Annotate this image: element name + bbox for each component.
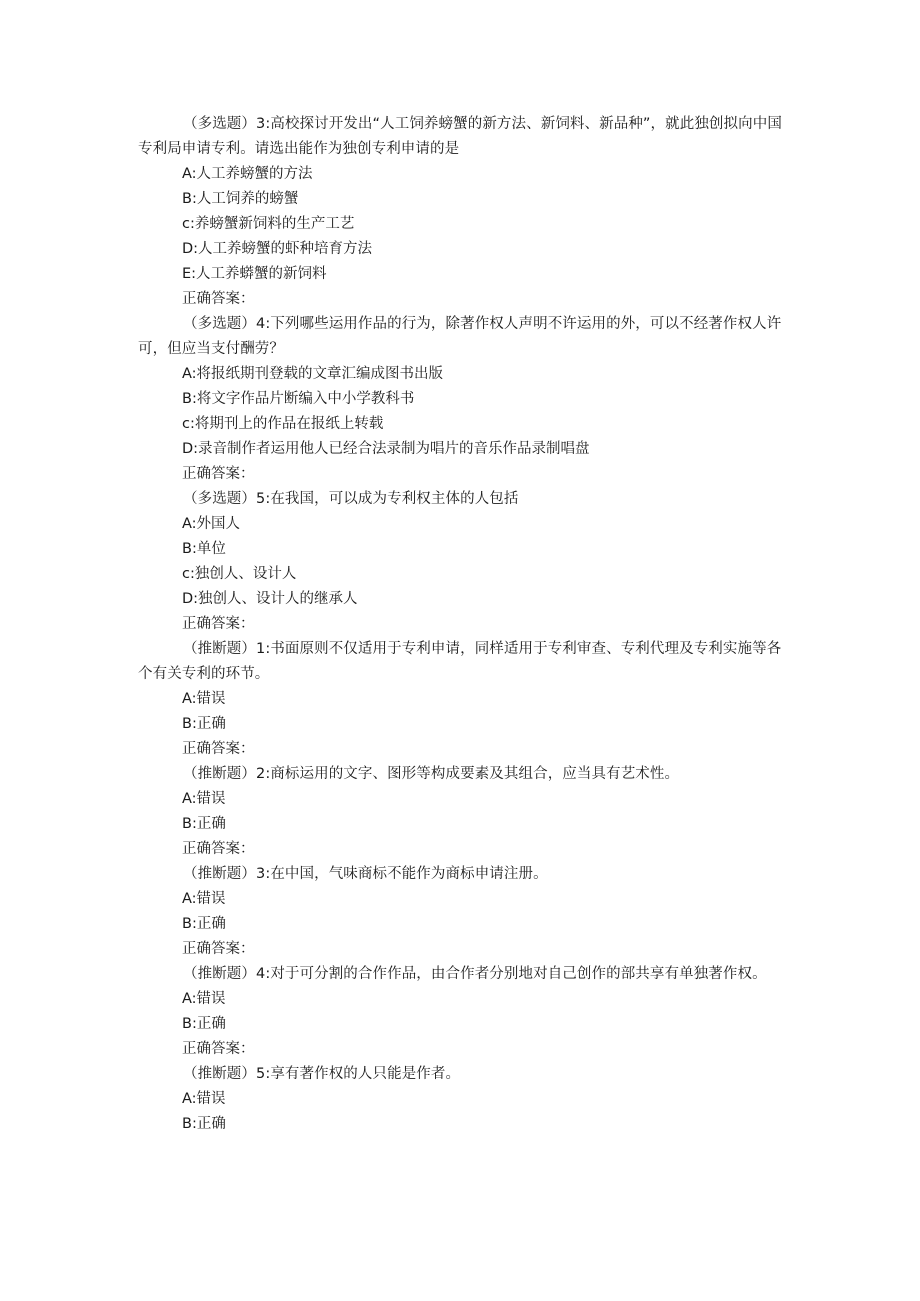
question-stem xyxy=(138,962,788,987)
question-type: （推断题） xyxy=(183,766,256,782)
question-block xyxy=(138,487,788,637)
question-block xyxy=(138,637,788,762)
question-text: 享有著作权的人只能是作者。 xyxy=(270,1066,461,1082)
question-number: 4: xyxy=(256,966,271,982)
correct-answer-label: 正确答案： xyxy=(182,466,255,482)
answer-option: A:将报纸期刊登载的文章汇编成图书出版 xyxy=(182,366,444,382)
answer-option: B:正确 xyxy=(182,1016,226,1032)
answer-option: A:错误 xyxy=(182,691,226,707)
question-number: 3: xyxy=(256,116,271,132)
question-type: （多选题） xyxy=(183,491,256,507)
answer-option: D:独创人、设计人的继承人 xyxy=(182,591,358,607)
question-stem xyxy=(138,487,788,512)
question-block xyxy=(138,762,788,862)
correct-answer-label: 正确答案： xyxy=(182,741,255,757)
question-text: 对于可分割的合作作品，由合作者分别地对自己创作的部共享有单独著作权。 xyxy=(270,966,767,982)
question-text: 在我国，可以成为专利权主体的人包括 xyxy=(270,491,519,507)
question-stem xyxy=(138,862,788,887)
question-stem xyxy=(138,762,788,787)
answer-option: A:人工养螃蟹的方法 xyxy=(182,166,313,182)
answer-option: B:单位 xyxy=(182,541,226,557)
question-stem xyxy=(138,112,788,162)
question-type: （多选题） xyxy=(183,316,256,332)
question-text: 书面原则不仅适用于专利申请，同样适用于专利审查、专利代理及专利实施等各个有关专利的环节。 xyxy=(138,641,782,682)
question-stem xyxy=(138,637,788,687)
question-number: 3: xyxy=(256,866,271,882)
question-type: （推断题） xyxy=(183,966,256,982)
question-list xyxy=(138,112,788,1137)
answer-option: A:错误 xyxy=(182,991,226,1007)
answer-option: B:正确 xyxy=(182,816,226,832)
question-block xyxy=(138,962,788,1062)
answer-option: D:人工养螃蟹的虾种培育方法 xyxy=(182,241,373,257)
answer-option: B:人工饲养的螃蟹 xyxy=(182,191,299,207)
answer-option: B:正确 xyxy=(182,1116,226,1132)
answer-option: B:将文字作品片断编入中小学教科书 xyxy=(182,391,415,407)
answer-option: E:人工养蟒蟹的新饲料 xyxy=(182,266,327,282)
answer-option: A:错误 xyxy=(182,891,226,907)
question-number: 4: xyxy=(256,316,271,332)
answer-option: A:错误 xyxy=(182,791,226,807)
question-type: （推断题） xyxy=(183,866,256,882)
question-text: 下列哪些运用作品的行为，除著作权人声明不许运用的外，可以不经著作权人许可，但应当支付酬劳？ xyxy=(138,316,782,357)
answer-option: B:正确 xyxy=(182,916,226,932)
answer-option: B:正确 xyxy=(182,716,226,732)
question-number: 1: xyxy=(256,641,271,657)
question-stem xyxy=(138,312,788,362)
question-block xyxy=(138,312,788,487)
correct-answer-label: 正确答案： xyxy=(182,841,255,857)
correct-answer-label: 正确答案： xyxy=(182,941,255,957)
answer-option: D:录音制作者运用他人已经合法录制为唱片的音乐作品录制唱盘 xyxy=(182,441,590,457)
question-number: 5: xyxy=(256,1066,271,1082)
answer-option: c:养螃蟹新饲料的生产工艺 xyxy=(182,216,355,232)
answer-option: A:外国人 xyxy=(182,516,241,532)
question-type: （推断题） xyxy=(183,1066,256,1082)
question-type: （多选题） xyxy=(183,116,256,132)
question-block xyxy=(138,1062,788,1137)
correct-answer-label: 正确答案： xyxy=(182,291,255,307)
question-type: （推断题） xyxy=(183,641,256,657)
question-text: 商标运用的文字、图形等构成要素及其组合，应当具有艺术性。 xyxy=(270,766,680,782)
answer-option: c:独创人、设计人 xyxy=(182,566,297,582)
question-block xyxy=(138,112,788,312)
question-block xyxy=(138,862,788,962)
correct-answer-label: 正确答案： xyxy=(182,616,255,632)
correct-answer-label: 正确答案： xyxy=(182,1041,255,1057)
question-number: 2: xyxy=(256,766,271,782)
question-stem xyxy=(138,1062,788,1087)
answer-option: A:错误 xyxy=(182,1091,226,1107)
question-text: 在中国，气味商标不能作为商标申请注册。 xyxy=(270,866,548,882)
question-text: 高校探讨开发出“人工饲养螃蟹的新方法、新饲料、新品种”，就此独创拟向中国专利局申请专利。请选出能作为独创专利申请的是 xyxy=(138,116,782,157)
answer-option: c:将期刊上的作品在报纸上转载 xyxy=(182,416,384,432)
question-number: 5: xyxy=(256,491,271,507)
